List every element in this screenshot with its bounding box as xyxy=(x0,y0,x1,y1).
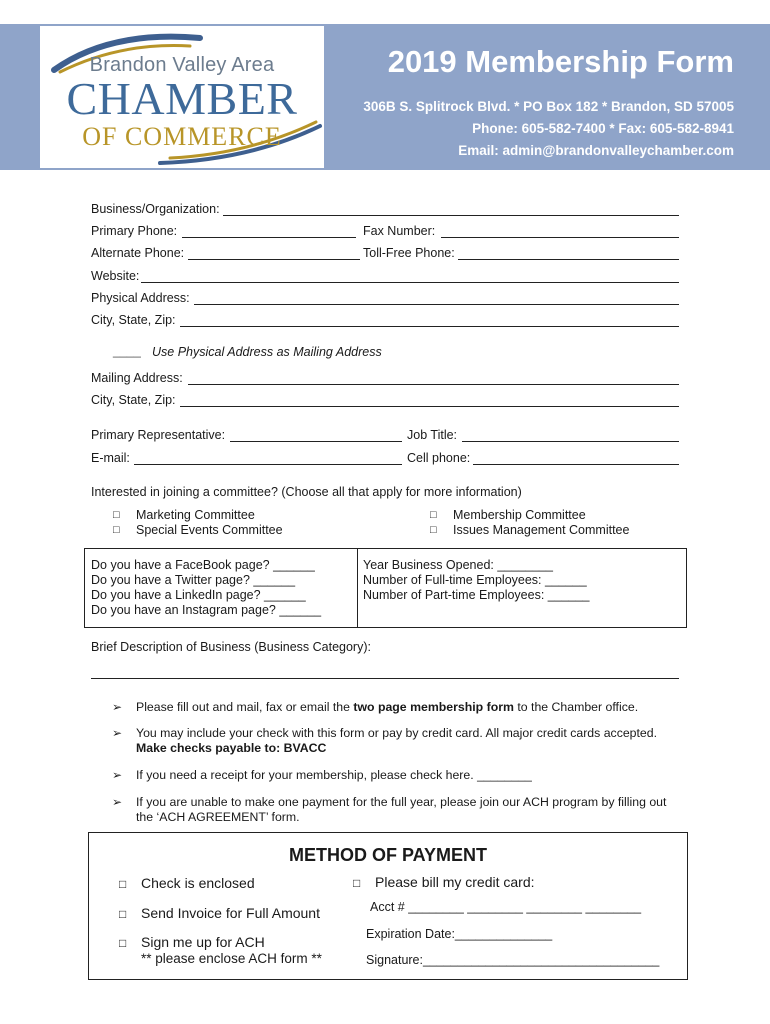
header-address: 306B S. Splitrock Blvd. * PO Box 182 * Brandon, SD 57005 xyxy=(363,99,734,114)
credit-card-label: Please bill my credit card: xyxy=(375,874,535,890)
use-physical-blank[interactable]: ____ xyxy=(113,344,141,358)
header-phone: Phone: 605-582-7400 * Fax: 605-582-8941 xyxy=(472,121,734,136)
send-invoice-checkbox[interactable]: □ xyxy=(119,907,127,921)
primary-rep-label: Primary Representative: xyxy=(91,428,226,442)
send-invoice-label: Send Invoice for Full Amount xyxy=(141,905,320,921)
logo-text-top: Brandon Valley Area xyxy=(89,54,275,76)
city-state-zip-label: City, State, Zip: xyxy=(91,313,176,327)
tollfree-input[interactable] xyxy=(458,259,679,260)
alt-phone-input[interactable] xyxy=(188,259,360,260)
email-input[interactable] xyxy=(134,464,402,465)
form-title: 2019 Membership Form xyxy=(387,44,734,79)
job-title-label: Job Title: xyxy=(407,428,458,442)
twitter-question: Do you have a Twitter page? ______ xyxy=(91,573,296,587)
instagram-question: Do you have an Instagram page? ______ xyxy=(91,603,322,617)
payment-title: METHOD OF PAYMENT xyxy=(288,845,487,865)
check-enclosed-checkbox[interactable]: □ xyxy=(119,877,127,891)
logo-text-chamber: CHAMBER xyxy=(66,73,298,124)
arrow-bullet-icon: ➢ xyxy=(112,768,123,782)
arrow-bullet-icon: ➢ xyxy=(112,700,123,714)
fulltime-employees-field: Number of Full-time Employees: ______ xyxy=(363,573,587,587)
special-events-checkbox[interactable]: □ xyxy=(113,524,120,536)
bullet-receipt: If you need a receipt for your membership, please check here. ________ xyxy=(136,768,532,782)
arrow-bullet-icon: ➢ xyxy=(112,726,123,740)
check-enclosed-label: Check is enclosed xyxy=(141,875,255,891)
bullet-ach: If you are unable to make one payment for the full year, please join our ACH program by filling out the ‘ACH AGREEMENT’ form. xyxy=(136,795,667,824)
email-label: E-mail: xyxy=(91,451,130,465)
membership-checkbox[interactable]: □ xyxy=(430,509,437,521)
committee-question: Interested in joining a committee? (Choose all that apply for more information) xyxy=(91,485,522,499)
account-number-field[interactable]: Acct # ________ ________ ________ ________ xyxy=(370,900,642,914)
mailing-address-label: Mailing Address: xyxy=(91,371,183,385)
parttime-employees-field: Number of Part-time Employees: ______ xyxy=(363,588,590,602)
fax-input[interactable] xyxy=(441,237,679,238)
primary-phone-label: Primary Phone: xyxy=(91,224,178,238)
business-label: Business/Organization: xyxy=(91,202,220,216)
bullet-payment-info: You may include your check with this form or pay by credit card. All major credit cards accepted. Make checks payable to: BVACC xyxy=(136,726,658,755)
issues-checkbox[interactable]: □ xyxy=(430,524,437,536)
cell-phone-input[interactable] xyxy=(473,464,679,465)
tollfree-label: Toll-Free Phone: xyxy=(363,246,455,260)
signature-field[interactable]: Signature:__________________________________ xyxy=(366,953,660,967)
use-physical-label: Use Physical Address as Mailing Address xyxy=(152,345,382,359)
cell-phone-label: Cell phone: xyxy=(407,451,471,465)
business-input[interactable] xyxy=(223,215,679,216)
chamber-logo xyxy=(40,26,324,168)
ach-note: ** please enclose ACH form ** xyxy=(141,951,322,966)
arrow-bullet-icon: ➢ xyxy=(112,795,123,809)
website-label: Website: xyxy=(91,269,140,283)
physical-address-label: Physical Address: xyxy=(91,291,190,305)
alt-phone-label: Alternate Phone: xyxy=(91,246,185,260)
marketing-label: Marketing Committee xyxy=(136,508,255,522)
header-email: Email: admin@brandonvalleychamber.com xyxy=(458,143,734,158)
primary-rep-input[interactable] xyxy=(230,441,402,442)
year-opened-field: Year Business Opened: ________ xyxy=(363,558,553,572)
issues-label: Issues Management Committee xyxy=(453,523,630,537)
city-state-zip-input[interactable] xyxy=(180,326,679,327)
fax-label: Fax Number: xyxy=(363,224,436,238)
physical-address-input[interactable] xyxy=(194,304,679,305)
mailing-city-state-zip-label: City, State, Zip: xyxy=(91,393,176,407)
facebook-question: Do you have a FaceBook page? ______ xyxy=(91,558,315,572)
description-input[interactable] xyxy=(91,678,679,679)
marketing-checkbox[interactable]: □ xyxy=(113,509,120,521)
membership-label: Membership Committee xyxy=(453,508,586,522)
mailing-address-input[interactable] xyxy=(188,384,679,385)
credit-card-checkbox[interactable]: □ xyxy=(353,876,361,890)
ach-checkbox[interactable]: □ xyxy=(119,936,127,950)
job-title-input[interactable] xyxy=(462,441,679,442)
website-input[interactable] xyxy=(141,282,679,283)
logo-text-commerce: OF COMMERCE xyxy=(82,122,282,151)
special-events-label: Special Events Committee xyxy=(136,523,283,537)
expiration-date-field[interactable]: Expiration Date:______________ xyxy=(366,927,553,941)
mailing-city-state-zip-input[interactable] xyxy=(180,406,679,407)
linkedin-question: Do you have a LinkedIn page? ______ xyxy=(91,588,306,602)
bullet-mail-form: Please fill out and mail, fax or email the two page membership form to the Chamber office. xyxy=(136,700,639,714)
description-label: Brief Description of Business (Business Category): xyxy=(91,640,371,654)
primary-phone-input[interactable] xyxy=(182,237,356,238)
ach-label: Sign me up for ACH xyxy=(141,934,265,950)
